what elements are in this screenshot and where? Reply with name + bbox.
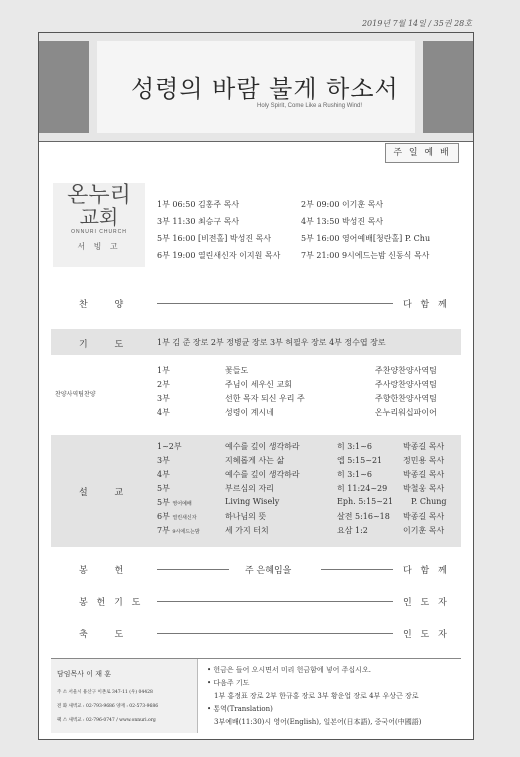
- sermon-scripture: 요삼 1:2: [337, 526, 368, 535]
- service-time: 5부 16:00 [비전홀] 박성진 목사: [157, 234, 272, 243]
- sermon-part-tag: 열린새신자: [172, 515, 197, 521]
- choir-part: 3부: [157, 394, 170, 403]
- service-time: 3부 11:30 최승구 목사: [157, 217, 240, 226]
- praise-rule: [157, 303, 393, 304]
- offering-rule-right: [321, 569, 393, 570]
- notice: 3부예배(11:30)시 영어(English), 일본어(日本語), 중국어(中國語): [214, 718, 422, 726]
- sermon-scripture: 히 3:1~6: [337, 470, 372, 479]
- sermon-title: 하나님의 뜻: [225, 512, 267, 521]
- sermon-scripture: 히 3:1~6: [337, 442, 372, 451]
- choir-part: 4부: [157, 408, 170, 417]
- choir-team: 주사랑찬양사역팀: [375, 380, 437, 389]
- church-logo: [53, 183, 145, 267]
- benediction-rule: [157, 633, 393, 634]
- church-fax: 팩 스 새벽교 : 02-796-0747 / www.onnuri.org: [57, 718, 156, 723]
- sermon-preacher: P. Chung: [411, 497, 447, 506]
- service-time: 2부 09:00 이기훈 목사: [301, 200, 384, 209]
- choir-label: 찬양사역팀찬양: [55, 391, 96, 398]
- logo-line1: 온누리: [67, 183, 131, 208]
- prayer-label: 기 도: [79, 340, 136, 350]
- choir-team: 주향한찬양사역팀: [375, 394, 437, 403]
- choir-title: 주님이 세우신 교회: [225, 380, 292, 389]
- slogan-english: Holy Spirit, Come Like a Rushing Wind!: [257, 103, 363, 109]
- offering-prayer-rule: [157, 601, 393, 602]
- notice: 1부 홍정표 장로 2부 한규홍 장로 3부 황운업 장로 4부 우상근 장로: [214, 692, 419, 700]
- service-time: 7부 21:00 9시에드는밤 신동식 목사: [301, 251, 430, 260]
- choir-team: 주찬양찬양사역팀: [375, 366, 437, 375]
- issue-date: 2019년 7월 14일 / 35권 28호: [361, 19, 472, 28]
- sermon-preacher: 박종길 목사: [403, 442, 445, 451]
- prayer-leaders: 1부 김 준 장로 2부 정병균 장로 3부 허필우 장로 4부 정수엽 장로: [157, 338, 386, 347]
- notice: • 다음주 기도: [207, 679, 250, 687]
- notice: • 헌금은 들어 오시면서 미리 헌금함에 넣어 주십시오.: [207, 666, 371, 674]
- offering-rule-left: [157, 569, 229, 570]
- bulletin-page: [38, 32, 474, 740]
- sermon-part: [157, 511, 197, 522]
- choir-part: 1부: [157, 366, 170, 375]
- sermon-scripture: Eph. 5:15~21: [337, 497, 394, 506]
- service-time: 5부 16:00 영어예배[청란홀] P. Chu: [301, 234, 431, 243]
- sermon-part: 3부: [157, 456, 170, 465]
- offering-leader: 다 함 께: [403, 566, 450, 576]
- sermon-label: 설 교: [79, 488, 136, 498]
- church-phone: 전 화 새벽교 : 02-793-9686 양재 : 02-573-9686: [57, 704, 159, 709]
- service-time: 4부 13:50 박성진 목사: [301, 217, 384, 226]
- choir-title: 성령이 계시네: [225, 408, 274, 417]
- logo-line2: 교회: [79, 205, 119, 229]
- service-type-label: 주 일 예 배: [385, 143, 459, 163]
- offering-song: 주 은혜임을: [245, 566, 292, 576]
- praise-leader: 다 함 께: [403, 300, 450, 310]
- slogan: 성령의 바람 불게 하소서: [131, 75, 399, 103]
- sermon-part-tag: 영어예배: [172, 501, 192, 507]
- sermon-part: 1~2부: [157, 442, 182, 451]
- service-time: 1부 06:50 김홍주 목사: [157, 200, 240, 209]
- notice: • 통역(Translation): [207, 705, 273, 713]
- choir-title: 꽃들도: [225, 366, 249, 375]
- sermon-preacher: 박종길 목사: [403, 512, 445, 521]
- benediction-label: 축 도: [79, 630, 136, 640]
- sermon-part: [157, 525, 200, 536]
- sermon-title: 부르심의 자리: [225, 484, 274, 493]
- choir-title: 선한 목자 되신 우리 주: [225, 394, 305, 403]
- sermon-part-number: 7부: [157, 526, 170, 535]
- sermon-part-number: 6부: [157, 512, 170, 521]
- footer: [51, 658, 461, 733]
- church-address: 주 소 서울시 용산구 이촌로 347-11 (우) 04428: [57, 690, 153, 695]
- sermon-title: 세 가지 터치: [225, 526, 269, 535]
- sermon-preacher: 이기훈 목사: [403, 526, 445, 535]
- banner-right-panel: [423, 41, 473, 133]
- senior-pastor: 담임목사 이 재 훈: [57, 670, 112, 678]
- sermon-title: Living Wisely: [225, 497, 280, 506]
- sermon-preacher: 박종길 목사: [403, 470, 445, 479]
- service-time: 6부 19:00 열린새신자 이지원 목사: [157, 251, 281, 260]
- sermon-title: 예수를 깊이 생각하라: [225, 470, 300, 479]
- sermon-part: 5부: [157, 484, 170, 493]
- sermon-scripture: 엡 5:15~21: [337, 456, 383, 465]
- sermon-preacher: 박철웅 목사: [403, 484, 445, 493]
- sermon-title: 지혜롭게 사는 삶: [225, 456, 285, 465]
- banner-left-panel: [39, 41, 89, 133]
- sermon-part-tag: 9시에드는밤: [172, 529, 200, 535]
- sermon-part: [157, 497, 192, 508]
- sermon-title: 예수를 깊이 생각하라: [225, 442, 300, 451]
- choir-part: 2부: [157, 380, 170, 389]
- offering-prayer-leader: 인 도 자: [403, 598, 450, 608]
- offering-prayer-label: 봉 헌 기 도: [79, 598, 144, 608]
- campus-name: 서 빙 고: [77, 242, 121, 251]
- church-info: [51, 659, 198, 733]
- sermon-scripture: 히 11:24~29: [337, 484, 388, 493]
- offering-label: 봉 헌: [79, 566, 136, 576]
- choir-team: 온누리워십파이어: [375, 408, 437, 417]
- logo-english: ONNURI CHURCH: [71, 229, 127, 235]
- sermon-part: 4부: [157, 470, 170, 479]
- banner: [39, 33, 473, 142]
- sermon-part-number: 5부: [157, 498, 170, 507]
- sermon-preacher: 정민용 목사: [403, 456, 445, 465]
- sermon-scripture: 살전 5:16~18: [337, 512, 390, 521]
- praise-label: 찬 양: [79, 300, 136, 310]
- benediction-leader: 인 도 자: [403, 630, 450, 640]
